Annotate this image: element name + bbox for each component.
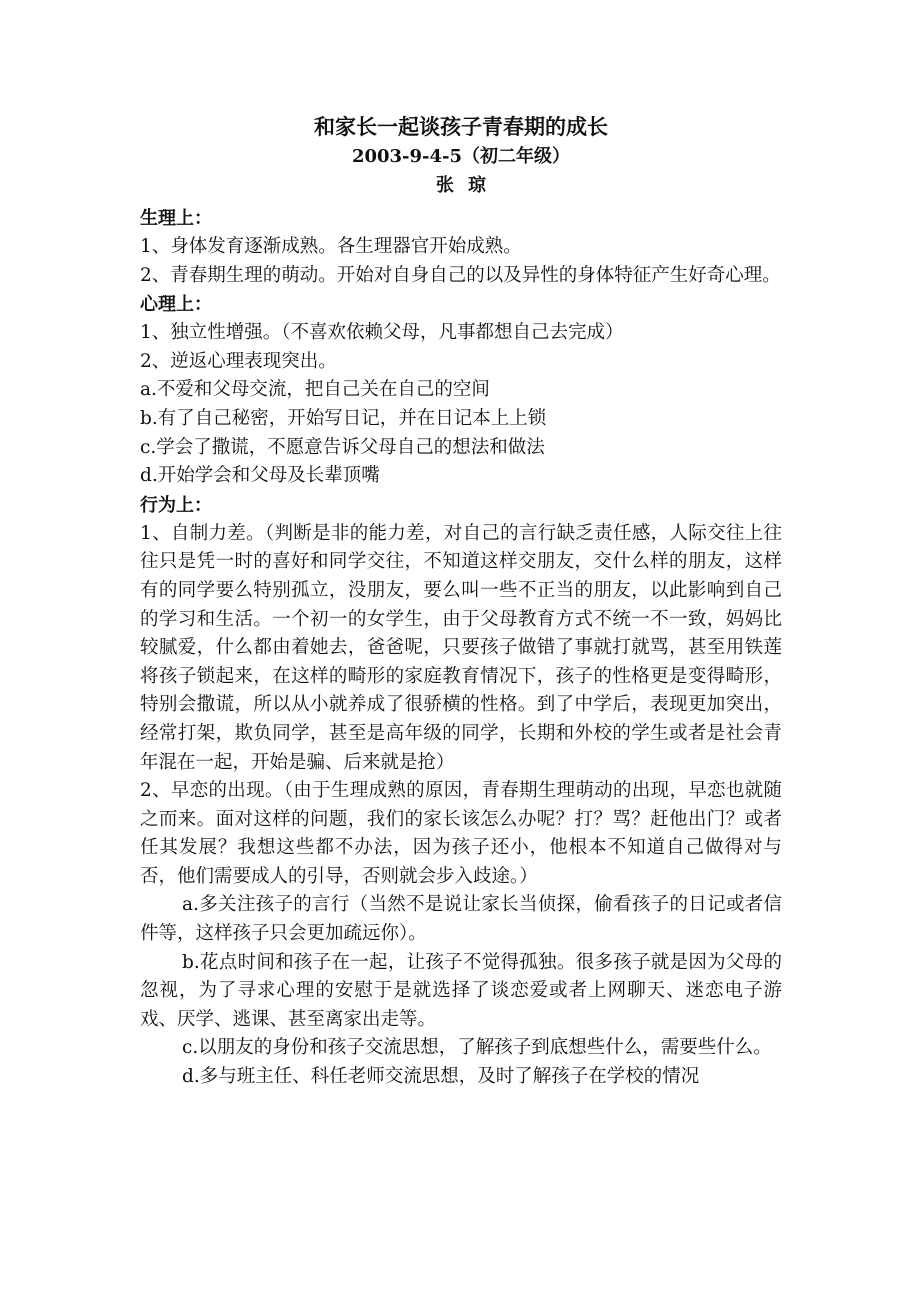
paragraph: 1、身体发育逐渐成熟。各生理器官开始成熟。 xyxy=(140,236,522,257)
list-item: a.多关注孩子的言行（当然不是说让家长当侦探，偷看孩子的日记或者信件等，这样孩子只会更加疏远你）。 xyxy=(140,894,782,945)
paragraph: 2、青春期生理的萌动。开始对自身自己的以及异性的身体特征产生好奇心理。 xyxy=(140,264,781,286)
list-item: c.以朋友的身份和孩子交流思想，了解孩子到底想些什么，需要些什么。 xyxy=(182,1037,772,1059)
document-subtitle: 2003-9-4-5（初二年级） xyxy=(351,146,571,167)
section-heading-psychology: 心理上： xyxy=(140,294,212,316)
section-heading-behavior: 行为上： xyxy=(140,494,212,516)
document-page xyxy=(140,112,782,1092)
list-item: c.学会了撒谎，不愿意告诉父母自己的想法和做法 xyxy=(140,436,545,458)
list-item: b.花点时间和孩子在一起，让孩子不觉得孤独。很多孩子就是因为父母的忽视，为了寻求心理的安慰于是就选择了谈恋爱或者上网聊天、迷恋电子游戏、厌学、逃课、甚至离家出走等。 xyxy=(140,951,782,1030)
list-item: d.多与班主任、科任老师交流思想，及时了解孩子在学校的情况 xyxy=(182,1066,700,1088)
paragraph: 2、逆返心理表现突出。 xyxy=(140,350,337,372)
document-title: 和家长一起谈孩子青春期的成长 xyxy=(314,114,608,139)
section-heading-physiology: 生理上： xyxy=(140,208,212,229)
paragraph: 1、独立性增强。（不喜欢依赖父母，凡事都想自己去完成） xyxy=(140,322,624,344)
paragraph: 2、早恋的出现。（由于生理成熟的原因，青春期生理萌动的出现，早恋也就随之而来。面对这样的问题，我们的家长该怎么办呢？打？骂？赶他出门？或者任其发展？我想这些都不办法，因为孩子还小，他根本不知道自己做得对与否，他们需要成人的引导，否则就会步入歧途。） xyxy=(140,780,782,887)
document-author: 张琼 xyxy=(436,175,500,196)
list-item: a.不爱和父母交流，把自己关在自己的空间 xyxy=(140,379,490,401)
paragraph: 1、自制力差。（判断是非的能力差，对自己的言行缺乏责任感，人际交往上往往只是凭一时的喜好和同学交往，不知道这样交朋友，交什么样的朋友，这样有的同学要么特别孤立，没朋友，要么叫一些不正当的朋友，以此影响到自己的学习和生活。一个初一的女学生，由于父母教育方式不统一不一致，妈妈比较腻爱，什么都由着她去，爸爸呢，只要孩子做错了事就打就骂，甚至用铁莲将孩子锁起来，在这样的畸形的家庭教育情况下，孩子的性格更是变得畸形，特别会撒谎，所以从小就养成了很骄横的性格。到了中学后，表现更加突出，经常打架，欺负同学，甚至是高年级的同学，长期和外校的学生或者是社会青年混在一起，开始是骗、后来就是抢） xyxy=(140,522,782,773)
list-item: b.有了自己秘密，开始写日记，并在日记本上上锁 xyxy=(140,407,547,429)
list-item: d.开始学会和父母及长辈顶嘴 xyxy=(140,465,380,487)
